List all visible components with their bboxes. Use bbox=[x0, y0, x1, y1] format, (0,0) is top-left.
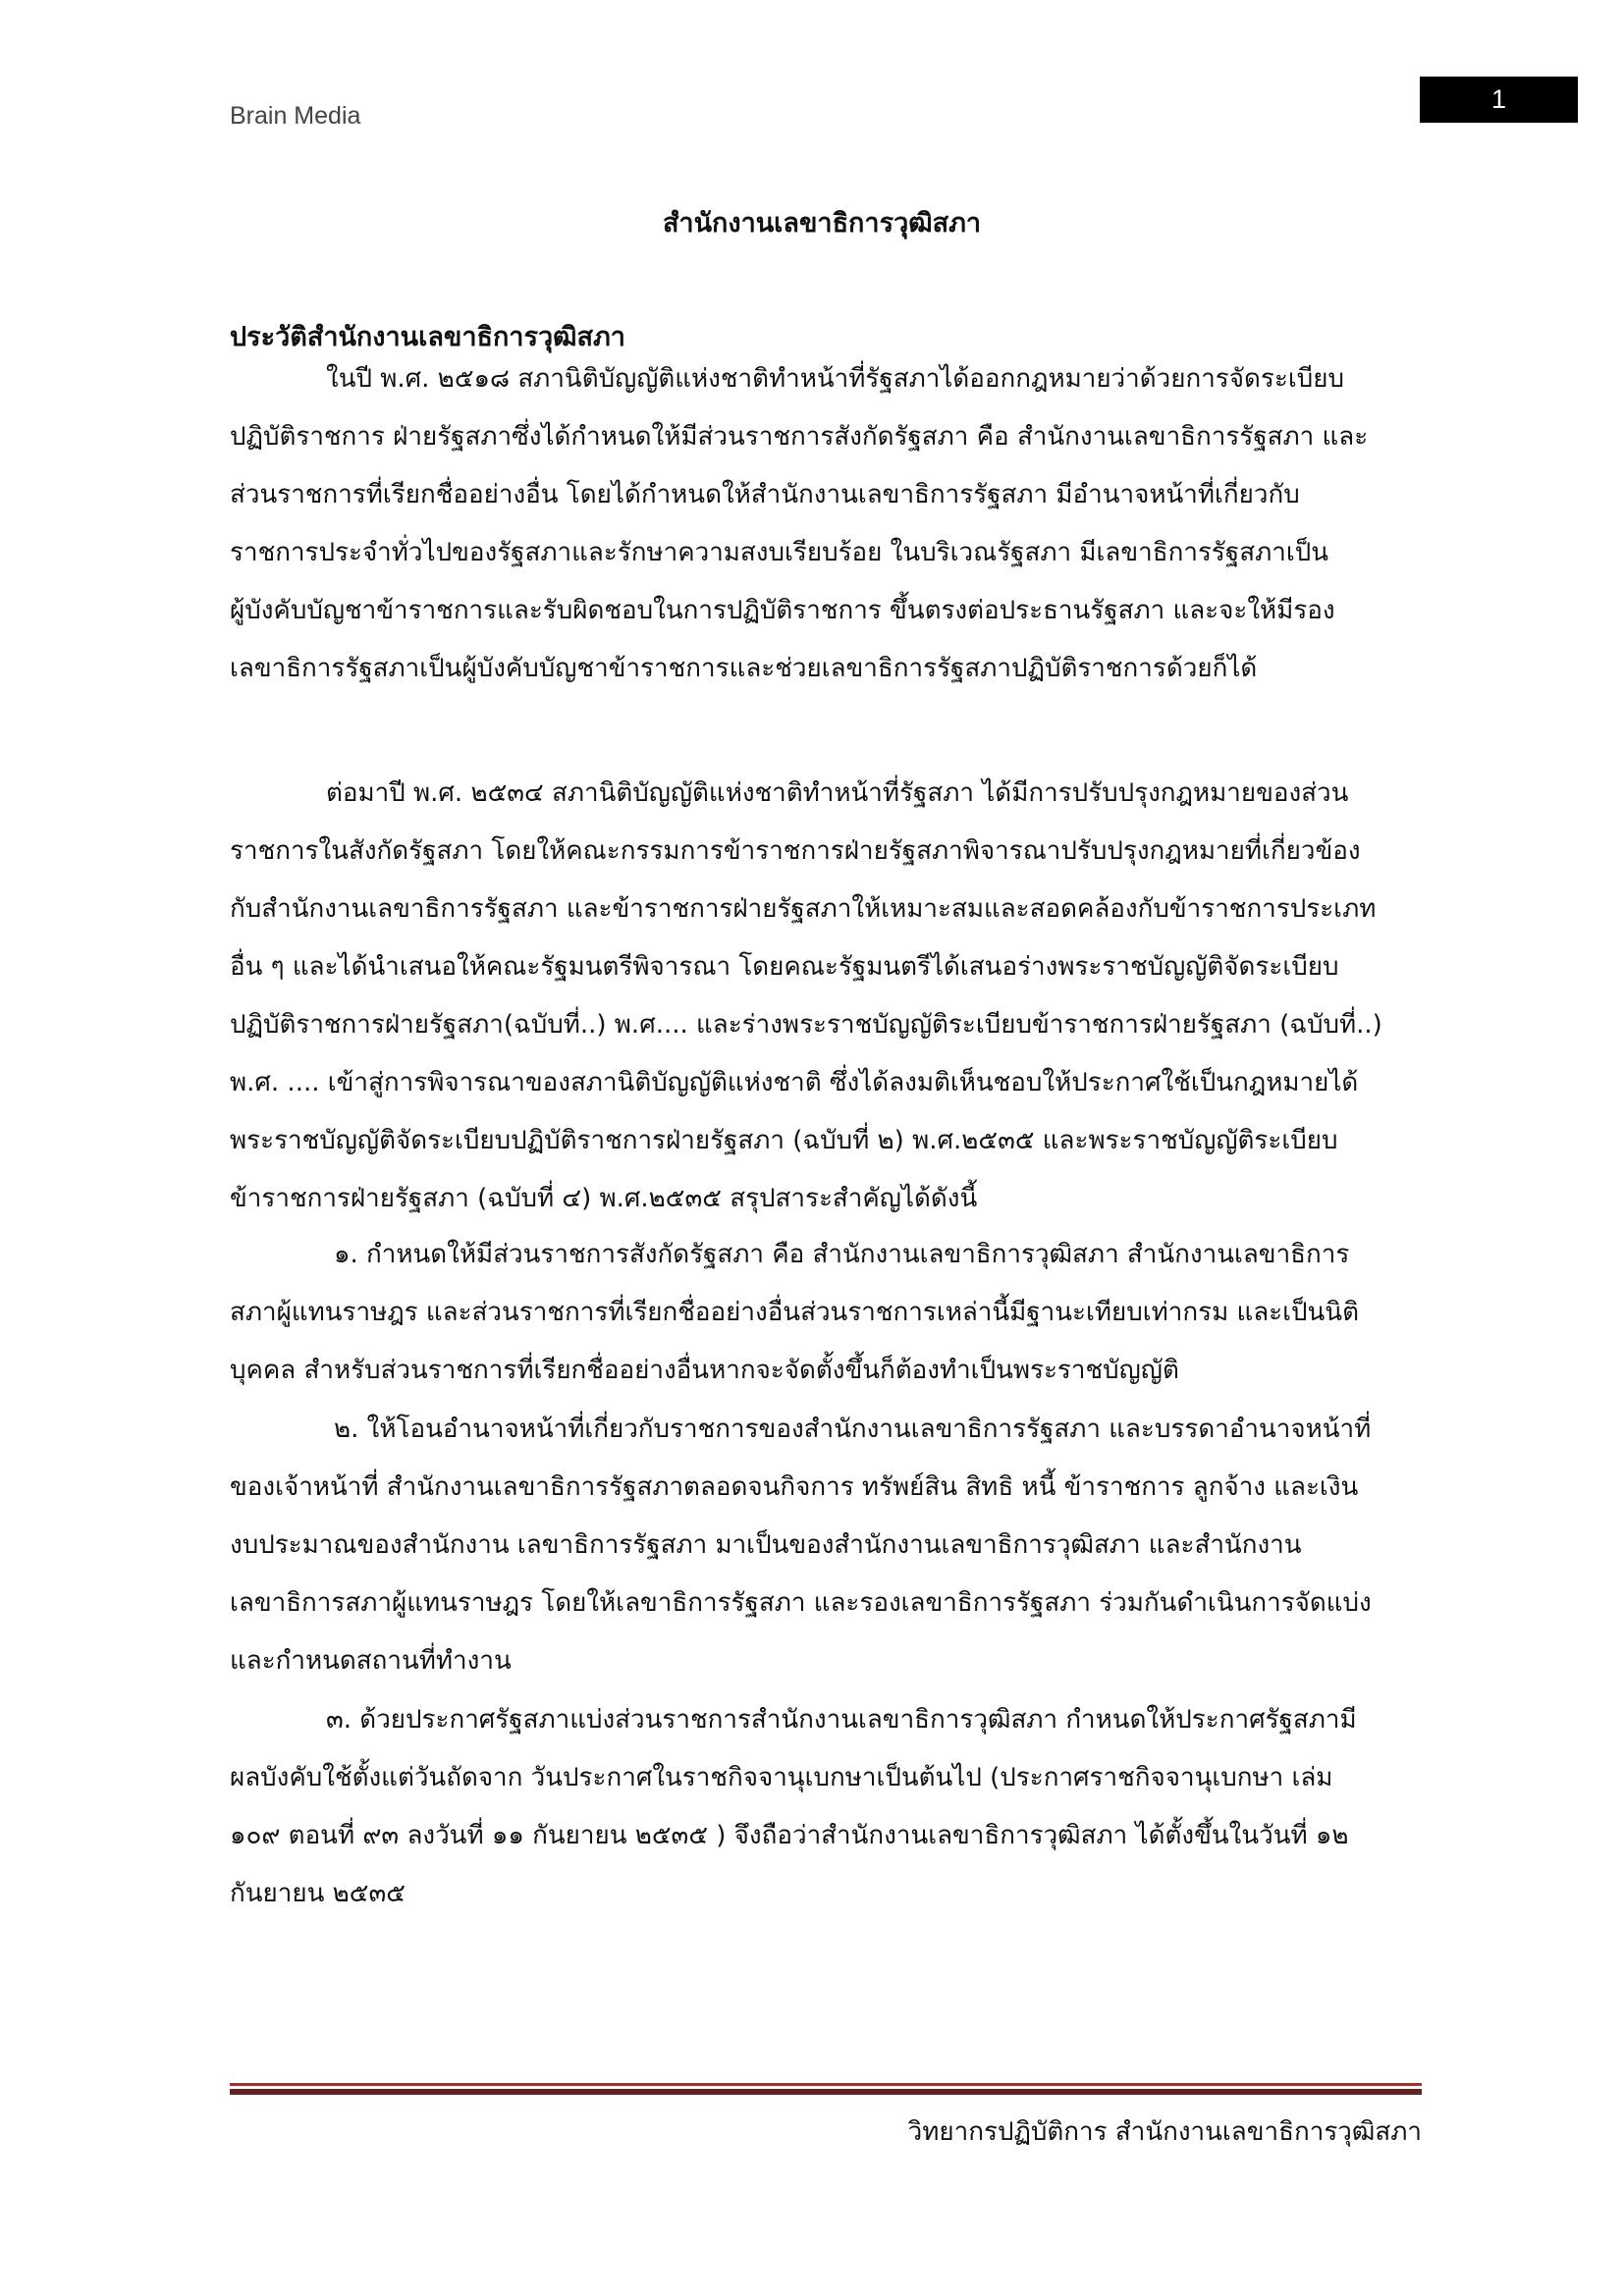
paragraph-line: ๒. ให้โอนอำนาจหน้าที่เกี่ยวกับราชการของสำนักงานเลขาธิการรัฐสภา และบรรดาอำนาจหน้าที่ bbox=[334, 1415, 1372, 1444]
paragraph-line: บุคคล สำหรับส่วนราชการที่เรียกชื่ออย่างอื่นหากจะจัดตั้งขึ้นก็ต้องทำเป็นพระราชบัญญัติ bbox=[230, 1356, 1179, 1385]
paragraph-line: กับสำนักงานเลขาธิการรัฐสภา และข้าราชการฝ่ายรัฐสภาให้เหมาะสมและสอดคล้องกับข้าราชการประเภท bbox=[230, 894, 1377, 924]
paragraph-line: ข้าราชการฝ่ายรัฐสภา (ฉบับที่ ๔) พ.ศ.๒๕๓๕ สรุปสาระสำคัญได้ดังนี้ bbox=[230, 1184, 978, 1213]
section-heading: ประวัติสำนักงานเลขาธิการวุฒิสภา bbox=[230, 322, 625, 352]
list-item-1 bbox=[230, 1226, 1418, 1400]
document-title: สำนักงานเลขาธิการวุฒิสภา bbox=[662, 208, 982, 239]
paragraph-line: เลขาธิการสภาผู้แทนราษฎร โดยให้เลขาธิการรัฐสภา และรองเลขาธิการรัฐสภา ร่วมกันดำเนินการจัดแบ่ง bbox=[230, 1588, 1372, 1618]
paragraph-line: สภาผู้แทนราษฎร และส่วนราชการที่เรียกชื่ออย่างอื่นส่วนราชการเหล่านี้มีฐานะเทียบเท่ากรม และเป็นนิติ bbox=[230, 1298, 1359, 1327]
paragraph-line: ราชการในสังกัดรัฐสภา โดยให้คณะกรรมการข้าราชการฝ่ายรัฐสภาพิจารณาปรับปรุงกฎหมายที่เกี่ยวข้อง bbox=[230, 836, 1361, 866]
paragraph-line: ในปี พ.ศ. ๒๕๑๘ สภานิติบัญญัติแห่งชาติทำหน้าที่รัฐสภาได้ออกกฎหมายว่าด้วยการจัดระเบียบ bbox=[326, 364, 1344, 394]
paragraph-line: ๑๐๙ ตอนที่ ๙๓ ลงวันที่ ๑๑ กันยายน ๒๕๓๕ ) จึงถือว่าสำนักงานเลขาธิการวุฒิสภา ได้ตั้งขึ้นในวันที่ ๑๒ bbox=[230, 1821, 1349, 1850]
page-number-badge: 1 bbox=[1420, 77, 1578, 123]
paragraph-line: พระราชบัญญัติจัดระเบียบปฏิบัติราชการฝ่ายรัฐสภา (ฉบับที่ ๒) พ.ศ.๒๕๓๕ และพระราชบัญญัติระเบียบ bbox=[230, 1126, 1338, 1155]
paragraph-line: ๓. ด้วยประกาศรัฐสภาแบ่งส่วนราชการสำนักงานเลขาธิการวุฒิสภา กำหนดให้ประกาศรัฐสภามี bbox=[326, 1705, 1357, 1735]
paragraph-line: ผลบังคับใช้ตั้งแต่วันถัดจาก วันประกาศในราชกิจจานุเบกษาเป็นต้นไป (ประกาศราชกิจจานุเบกษา เล่ม bbox=[230, 1763, 1333, 1792]
paragraph-line: กันยายน ๒๕๓๕ bbox=[230, 1879, 406, 1908]
list-item-2 bbox=[230, 1401, 1418, 1690]
paragraph-line: ของเจ้าหน้าที่ สำนักงานเลขาธิการรัฐสภาตลอดจนกิจการ ทรัพย์สิน สิทธิ หนี้ ข้าราชการ ลูกจ้าง และเงิน bbox=[230, 1472, 1359, 1502]
paragraph-line: ๑. กำหนดให้มีส่วนราชการสังกัดรัฐสภา คือ สำนักงานเลขาธิการวุฒิสภา สำนักงานเลขาธิการ bbox=[334, 1240, 1350, 1269]
list-item-3 bbox=[230, 1691, 1418, 1923]
paragraph-line: งบประมาณของสำนักงาน เลขาธิการรัฐสภา มาเป็นของสำนักงานเลขาธิการวุฒิสภา และสำนักงาน bbox=[230, 1530, 1302, 1560]
paragraph-line: อื่น ๆ และได้นำเสนอให้คณะรัฐมนตรีพิจารณา โดยคณะรัฐมนตรีได้เสนอร่างพระราชบัญญัติจัดระเบียบ bbox=[230, 952, 1339, 982]
footer-divider bbox=[230, 2083, 1422, 2086]
footer-divider-thick bbox=[230, 2089, 1422, 2095]
paragraph-line: ปฏิบัติราชการฝ่ายรัฐสภา(ฉบับที่..) พ.ศ.... และร่างพระราชบัญญัติระเบียบข้าราชการฝ่ายรัฐสภา (ฉบับที่..) bbox=[230, 1010, 1382, 1040]
paragraph-line: ส่วนราชการที่เรียกชื่ออย่างอื่น โดยได้กำหนดให้สำนักงานเลขาธิการรัฐสภา มีอำนาจหน้าที่เกี่ยวกับ bbox=[230, 480, 1300, 509]
header-brand: Brain Media bbox=[230, 102, 361, 130]
paragraph-line: ผู้บังคับบัญชาข้าราชการและรับผิดชอบในการปฏิบัติราชการ ขึ้นตรงต่อประธานรัฐสภา และจะให้มีรอง bbox=[230, 596, 1335, 625]
paragraph-line: ปฏิบัติราชการ ฝ่ายรัฐสภาซึ่งได้กำหนดให้มีส่วนราชการสังกัดรัฐสภา คือ สำนักงานเลขาธิการรัฐสภา และ bbox=[230, 422, 1369, 452]
paragraph-line: ราชการประจำทั่วไปของรัฐสภาและรักษาความสงบเรียบร้อย ในบริเวณรัฐสภา มีเลขาธิการรัฐสภาเป็น bbox=[230, 538, 1328, 567]
paragraph-history-1 bbox=[230, 350, 1418, 698]
paragraph-line: ต่อมาปี พ.ศ. ๒๕๓๔ สภานิติบัญญัติแห่งชาติทำหน้าที่รัฐสภา ได้มีการปรับปรุงกฎหมายของส่วน bbox=[326, 778, 1349, 808]
paragraph-history-2 bbox=[230, 765, 1418, 1228]
paragraph-line: เลขาธิการรัฐสภาเป็นผู้บังคับบัญชาข้าราชการและช่วยเลขาธิการรัฐสภาปฏิบัติราชการด้วยก็ได้ bbox=[230, 654, 1258, 683]
paragraph-line: และกำหนดสถานที่ทำงาน bbox=[230, 1646, 512, 1676]
paragraph-line: พ.ศ. .... เข้าสู่การพิจารณาของสภานิติบัญญัติแห่งชาติ ซึ่งได้ลงมติเห็นชอบให้ประกาศใช้เป็นกฎหมายได้ bbox=[230, 1068, 1359, 1097]
footer-author: วิทยากรปฏิบัติการ สำนักงานเลขาธิการวุฒิสภา bbox=[907, 2117, 1422, 2147]
